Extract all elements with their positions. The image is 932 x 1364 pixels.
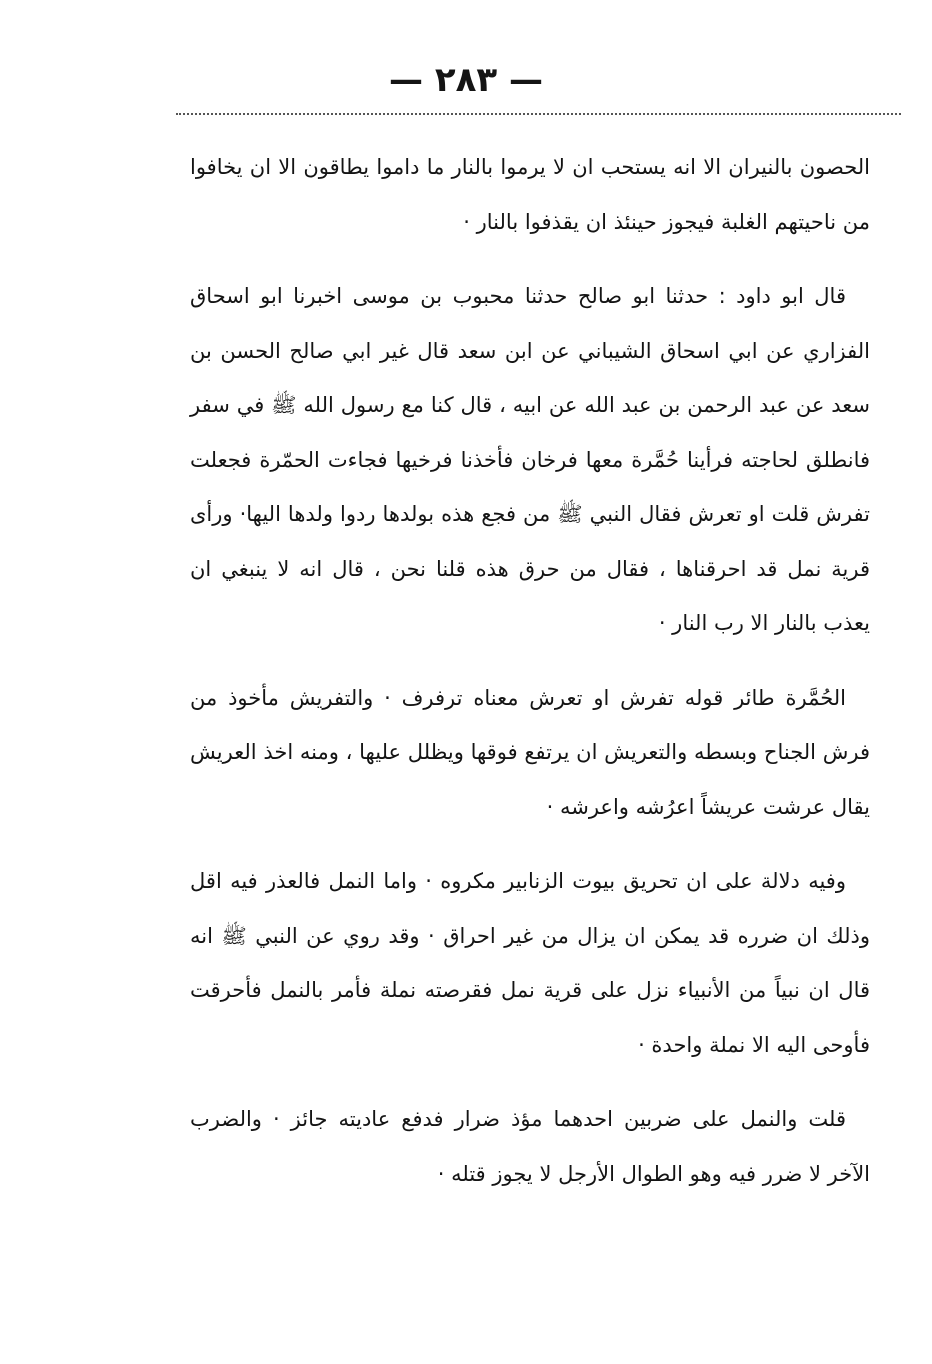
paragraph-conclusion: قلت والنمل على ضربين احدهما مؤذ ضرار فدفع عاديته جائز · والضرب الآخر لا ضرر فيه وهو الطوال الأرجل لا يجوز قتله · (190, 1107, 870, 1186)
page-body (190, 140, 870, 1221)
paragraph-hadith: قال ابو داود : حدثنا ابو صالح حدثنا محبوب بن موسى اخبرنا ابو اسحاق الفزاري عن ابي اسحاق الشيباني عن ابن سعد قال غير ابي صالح الحسن بن سعد عن عبد الرحمن بن عبد الله عن ابيه ، قال كنا مع رسول الله ﷺ في سفر فانطلق لحاجته فرأينا حُمَّرة معها فرخان فأخذنا فرخيها فجاءت الحمّرة فجعلت تفرش قلت او تعرش فقال النبي ﷺ من فجع هذه بولدها ردوا ولدها اليها· ورأى قرية نمل قد احرقناها ، فقال من حرق هذه قلنا نحن ، قال انه لا ينبغي ان يعذب بالنار الا رب النار · (190, 284, 870, 635)
paragraph-commentary: وفيه دلالة على ان تحريق بيوت الزنابير مكروه · واما النمل فالعذر فيه اقل وذلك ان ضرره قد يمكن ان يزال من غير احراق · وقد روي عن النبي ﷺ انه قال ان نبياً من الأنبياء نزل على قرية نمل فقرصته نملة فأمر بالنمل فأحرقت فأوحى اليه الا نملة واحدة · (190, 869, 870, 1057)
header-rule (176, 113, 901, 115)
page-number: — ٢٨٣ — (389, 60, 543, 100)
paragraph-continuation: الحصون بالنيران الا انه يستحب ان لا يرموا بالنار ما داموا يطاقون الا ان يخافوا من ناحيتهم الغلبة فيجوز حينئذ ان يقذفوا بالنار · (190, 155, 870, 234)
paragraph-definition: الحُمَّرة طائر قوله تفرش او تعرش معناه ترفرف · والتفريش مأخوذ من فرش الجناح وبسطه والتعريش ان يرتفع فوقها ويظلل عليها ، ومنه اخذ العريش يقال عرشت عريشاً اعرُشه واعرشه · (190, 685, 870, 819)
